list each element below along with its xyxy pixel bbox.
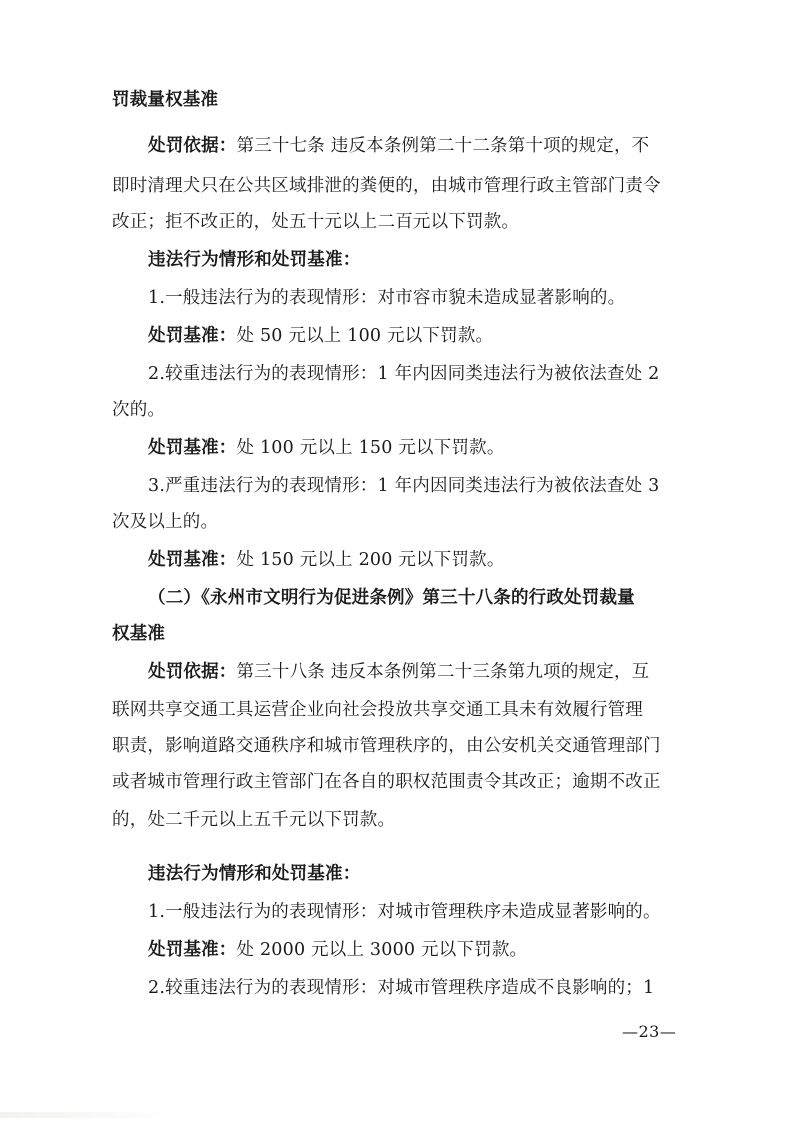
line-label: 处罚基准： [148,550,237,570]
line-label: 处罚基准： [148,940,237,960]
text-line: 联网共享交通工具运营企业向社会投放共享交通工具未有效履行管理 [112,700,643,720]
paragraph-line: 1.一般违法行为的表现情形：对城市管理秩序未造成显著影响的。 [148,902,661,922]
text-line: 或者城市管理行政主管部门在各自的职权范围责令其改正；逾期不改正 [112,772,661,792]
labeled-line [148,936,682,964]
heading-line: 罚裁量权基准 [112,90,219,110]
text-line: 的，处二千元以上五千元以下罚款。 [112,810,396,830]
labeled-line [148,546,682,574]
line-text: 处 150 元以上 200 元以下罚款。 [236,550,505,570]
labeled-line [148,132,682,160]
paragraph-line: 2.较重违法行为的表现情形：1 年内因同类违法行为被依法查处 2 [148,364,660,384]
text-line: 次的。 [112,400,166,420]
page-number: —23— [622,1022,677,1041]
labeled-line [148,434,682,462]
line-text: 处 2000 元以上 3000 元以下罚款。 [236,940,528,960]
text-line: 职责，影响道路交通秩序和城市管理秩序的，由公安机关交通管理部门 [112,736,661,756]
subheading: 违法行为情形和处罚基准： [148,864,361,884]
text-line: 次及以上的。 [112,512,219,532]
text-line: 即时清理犬只在公共区域排泄的粪便的，由城市管理行政主管部门责令 [112,176,661,196]
paragraph-line: 1.一般违法行为的表现情形：对市容市貌未造成显著影响的。 [148,288,626,308]
paragraph-line: 2.较重违法行为的表现情形：对城市管理秩序造成不良影响的；1 [148,978,655,998]
labeled-line [148,658,682,686]
line-label: 处罚基准： [148,326,237,346]
paragraph-line: 3.严重违法行为的表现情形：1 年内因同类违法行为被依法查处 3 [148,476,660,496]
subheading: 违法行为情形和处罚基准： [148,250,361,270]
line-label: 处罚基准： [148,438,237,458]
line-text: 处 50 元以上 100 元以下罚款。 [236,326,494,346]
heading-line: 权基准 [112,624,166,644]
section-heading: （二）《永州市文明行为促进条例》第三十八条的行政处罚裁量 [148,588,635,608]
labeled-line [148,322,682,350]
line-label: 处罚依据： [148,136,237,156]
line-text: 第三十八条 违反本条例第二十三条第九项的规定，互 [236,662,650,682]
line-label: 处罚依据： [148,662,237,682]
scan-edge-artifact [0,1112,170,1118]
text-line: 改正；拒不改正的，处五十元以上二百元以下罚款。 [112,212,520,232]
line-text: 处 100 元以上 150 元以下罚款。 [236,438,505,458]
line-text: 第三十七条 违反本条例第二十二条第十项的规定，不 [236,136,650,156]
